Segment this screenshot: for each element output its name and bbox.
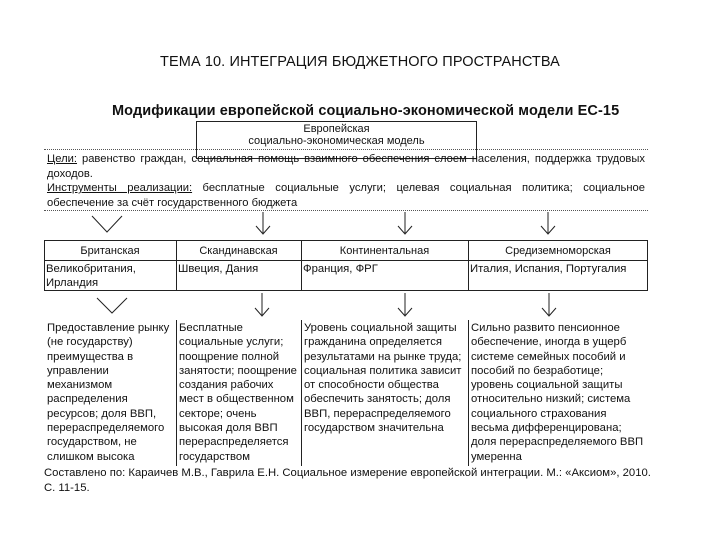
divider-line: [301, 240, 302, 291]
model-header-continental: Континентальная: [301, 240, 468, 261]
countries-continental: Франция, ФРГ: [301, 261, 468, 291]
divider-line: [176, 240, 177, 291]
source-citation: [44, 466, 654, 496]
goals-paragraph: [47, 152, 645, 181]
arrow-down-icon: [256, 226, 270, 234]
source-text: Составлено по: Караичев М.В., Гаврила Е.Н. Социальное измерение европейской интеграции. М.: «Аксиом», 2010. С. 11-15.: [44, 467, 651, 494]
divider-line: [468, 240, 469, 291]
arrow-down-icon: [541, 226, 555, 234]
model-header-british: Британская: [44, 240, 176, 261]
figure-title: Модификации европейской социально-экономической модели ЕС-15: [112, 103, 620, 119]
top-box-line2: социально-экономическая модель: [248, 135, 425, 147]
divider-line: [176, 320, 177, 466]
arrow-down-icon: [92, 216, 122, 232]
top-box-line1: Европейская: [303, 123, 370, 135]
divider-line: [44, 240, 45, 291]
countries-mediterranean: Италия, Испания, Португалия: [468, 261, 648, 291]
goals-label: Цели:: [47, 153, 78, 165]
description-british: Предоставление рынку (не государству) преимущества в управлении механизмом распределения ресурсов; доля ВВП, перераспределяемого государством, не слишком высока: [47, 322, 170, 463]
arrow-down-icon: [398, 226, 412, 234]
goals-instruments-box: [44, 149, 648, 211]
goals-text: равенство граждан, социальная помощь взаимного обеспечения слоем населения, поддержка трудовых доходов.: [47, 153, 645, 180]
description-mediterranean: Сильно развито пенсионное обеспечение, иногда в ущерб системе семейных пособий и пособий по безработице; уровень социальной защиты относительно низкий; система социального страхования весьма дифференцирована; доля перераспределяемого ВВП умеренна: [471, 322, 644, 463]
model-header-mediterranean: Средиземноморская: [468, 240, 648, 261]
instruments-label: Инструменты реализации:: [47, 182, 193, 194]
arrow-down-icon: [255, 308, 269, 316]
arrow-down-icon: [542, 308, 556, 316]
countries-british: Великобритания, Ирландия: [44, 261, 176, 291]
divider-line: [647, 240, 648, 291]
divider-line: [468, 320, 469, 466]
description-continental: Уровень социальной защиты гражданина определяется результатами на рынке труда; социальная политика зависит от способности общества обеспечить занятость; доля ВВП, перераспределяемого государством значительна: [304, 322, 462, 435]
divider-line: [301, 320, 302, 466]
arrow-down-icon: [398, 308, 412, 316]
countries-scandinavian: Швеция, Дания: [176, 261, 301, 291]
instruments-paragraph: [47, 181, 645, 210]
description-scandinavian: Бесплатные социальные услуги; поощрение полной занятости; поощрение создания рабочих мест в общественном секторе; очень высокая доля ВВП перераспределяется государством: [179, 322, 297, 463]
arrow-down-icon: [97, 298, 127, 313]
instruments-text: бесплатные социальные услуги; целевая социальная политика; социальное обеспечение за счёт государственного бюджета: [47, 182, 645, 209]
model-header-scandinavian: Скандинавская: [176, 240, 301, 261]
slide-title: ТЕМА 10. ИНТЕГРАЦИЯ БЮДЖЕТНОГО ПРОСТРАНСТВА: [160, 54, 560, 70]
